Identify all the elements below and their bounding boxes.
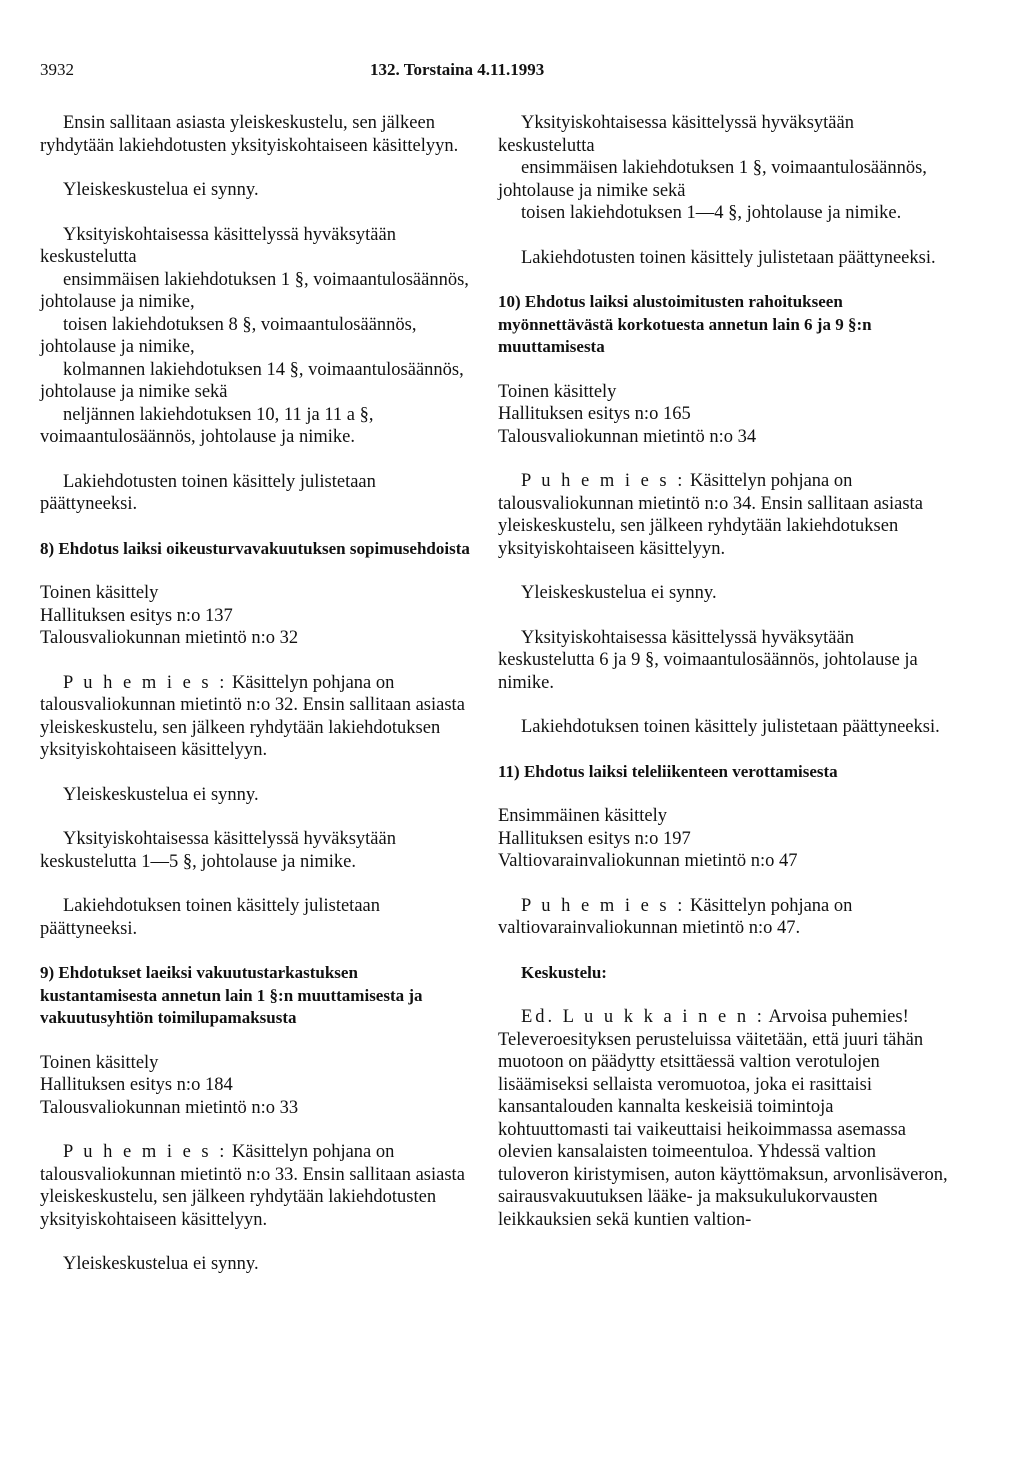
speech (498, 895, 948, 940)
running-head: 132. Torstaina 4.11.1993 (370, 60, 545, 79)
meta-line: Toinen käsittely (40, 583, 159, 603)
approval-list (498, 112, 948, 225)
paragraph: Yleiskeskustelua ei synny. (63, 1254, 259, 1274)
meta-line: Toinen käsittely (498, 381, 617, 402)
paragraph: Lakiehdotuksen toinen käsittely julistetaan päättyneeksi. (40, 896, 380, 939)
meta-line: Ensimmäinen käsittely (498, 806, 668, 826)
list-item: toisen lakiehdotuksen 8 §, voimaantulosäännös, johtolause ja nimike, (40, 314, 417, 357)
list-item: ensimmäisen lakiehdotuksen 1 §, voimaantulosäännös, johtolause ja nimike, (40, 269, 469, 312)
speaker-name: P u h e m i e s : (63, 672, 228, 693)
meta-line: Talousvaliokunnan mietintö n:o 33 (40, 1097, 299, 1118)
paragraph: Ensin sallitaan asiasta yleiskeskustelu, sen jälkeen ryhdytään lakiehdotusten yksityiskohtaiseen käsittelyyn. (40, 113, 459, 156)
page-number: 3932 (40, 60, 74, 79)
speech-text: Käsittelyn pohjana on talousvaliokunnan mietintö n:o 33. Ensin sallitaan asiasta yleiskeskustelu, sen jälkeen ryhdytään lakiehdotusten yksityiskohtaiseen käsittelyyn. (40, 1142, 465, 1230)
paragraph: Yleiskeskustelua ei synny. (63, 784, 259, 805)
paragraph: Lakiehdotusten toinen käsittely julistetaan päättyneeksi. (521, 247, 936, 268)
paragraph: Lakiehdotusten toinen käsittely julistetaan päättyneeksi. (40, 471, 376, 514)
speaker-name: Ed. L u u k k a i n e n : (521, 1007, 765, 1027)
right-column (498, 112, 948, 1253)
paragraph: Yksityiskohtaisessa käsittelyssä hyväksytään keskustelutta 1—5 §, johtolause ja nimike. (40, 829, 396, 872)
list-intro: Yksityiskohtaisessa käsittelyssä hyväksytään keskustelutta (498, 113, 854, 156)
list-item: neljännen lakiehdotuksen 10, 11 ja 11 a §, voimaantulosäännös, johtolause ja nimike. (40, 404, 374, 447)
speech (498, 470, 948, 560)
section-heading: 11) Ehdotus laiksi teleliikenteen verottamisesta (498, 761, 838, 781)
meta-line: Talousvaliokunnan mietintö n:o 34 (498, 426, 757, 447)
paragraph: Yksityiskohtaisessa käsittelyssä hyväksytään keskustelutta 6 ja 9 §, voimaantulosäännös, johtolause ja nimike. (498, 627, 918, 693)
speech-text: Arvoisa puhemies! Televeroesityksen perusteluissa väitetään, että juuri tähän muotoon on päädytty etsittäessä valtion verotulojen lisäämiseksi sellaista veromuotoa, joka ei rasittaisi kansantalouden kannalta keskeisiä toimintoja kohtuuttomasti tai vaikeuttaisi heikoimmassa asemassa olevien kansalaisten toimeentuloa. Yhdessä valtion tuloveron kiristymisen, auton käyttömaksun, arvonlisäveron, sairausvakuutuksen lääke- ja maksukulukorvausten leikkauksien sekä kuntien valtion- (498, 1007, 948, 1230)
section-heading: 9) Ehdotukset laeiksi vakuutustarkastuksen kustantamisesta annetun lain 1 §:n muuttamisesta ja vakuutusyhtiön toimilupamaksusta (40, 963, 423, 1027)
meta-line: Hallituksen esitys n:o 137 (40, 605, 233, 626)
speech (498, 1006, 948, 1231)
list-item: ensimmäisen lakiehdotuksen 1 §, voimaantulosäännös, johtolause ja nimike sekä (498, 158, 927, 201)
meta-line: Valtiovarainvaliokunnan mietintö n:o 47 (498, 851, 798, 871)
list-intro: Yksityiskohtaisessa käsittelyssä hyväksytään keskustelutta (40, 224, 396, 267)
meta-line: Hallituksen esitys n:o 165 (498, 404, 691, 424)
section-heading: 8) Ehdotus laiksi oikeusturvavakuutuksen sopimusehdoista (40, 538, 470, 558)
paragraph: Lakiehdotuksen toinen käsittely julistetaan päättyneeksi. (521, 717, 940, 737)
list-item: kolmannen lakiehdotuksen 14 §, voimaantulosäännös, johtolause ja nimike sekä (40, 359, 464, 402)
section-meta (498, 805, 948, 873)
speech-text: Käsittelyn pohjana on talousvaliokunnan mietintö n:o 34. Ensin sallitaan asiasta yleiskeskustelu, sen jälkeen ryhdytään lakiehdotuksen yksityiskohtaiseen käsittelyyn. (498, 471, 923, 559)
section-meta (40, 582, 475, 650)
speech-text: Käsittelyn pohjana on talousvaliokunnan mietintö n:o 32. Ensin sallitaan asiasta yleiskeskustelu, sen jälkeen ryhdytään lakiehdotuksen yksityiskohtaiseen käsittelyyn. (40, 672, 465, 760)
meta-line: Talousvaliokunnan mietintö n:o 32 (40, 628, 299, 648)
left-column (40, 112, 475, 1298)
speech-text: Käsittelyn pohjana on valtiovarainvaliokunnan mietintö n:o 47. (498, 895, 853, 938)
speech (40, 1141, 475, 1231)
speaker-name: P u h e m i e s : (63, 1142, 228, 1162)
discussion-heading: Keskustelu: (521, 962, 607, 982)
speech (40, 672, 475, 762)
section-meta (40, 1052, 475, 1120)
meta-line: Hallituksen esitys n:o 197 (498, 828, 691, 849)
paragraph: Yleiskeskustelua ei synny. (521, 583, 717, 603)
speaker-name: P u h e m i e s : (521, 895, 686, 916)
paragraph: Yleiskeskustelua ei synny. (63, 180, 259, 200)
speaker-name: P u h e m i e s : (521, 471, 686, 491)
list-item: toisen lakiehdotuksen 1—4 §, johtolause ja nimike. (521, 203, 902, 223)
section-meta (498, 381, 948, 449)
approval-list (40, 224, 475, 449)
meta-line: Toinen käsittely (40, 1052, 159, 1073)
meta-line: Hallituksen esitys n:o 184 (40, 1075, 233, 1095)
section-heading: 10) Ehdotus laiksi alustoimitusten rahoitukseen myönnettävästä korkotuesta annetun lain 6 ja 9 §:n muuttamisesta (498, 292, 872, 356)
